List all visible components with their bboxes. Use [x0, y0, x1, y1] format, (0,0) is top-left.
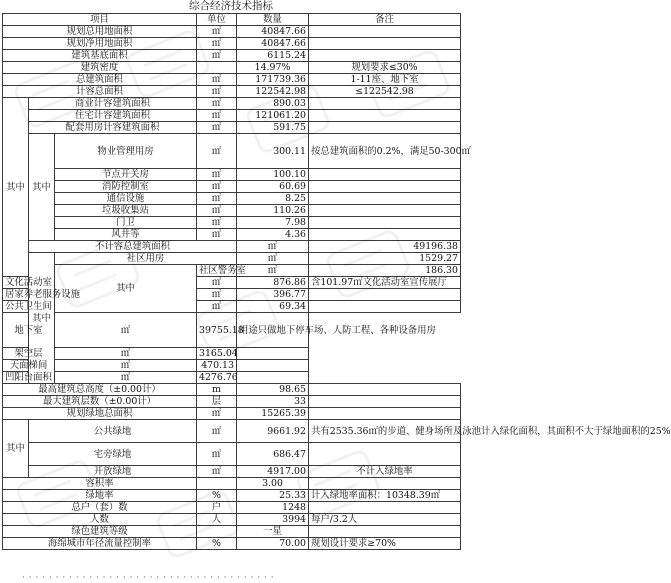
- row-note: [309, 50, 461, 62]
- table-row: [3, 62, 461, 74]
- table-row: [3, 466, 461, 478]
- row-quantity: 14.97%: [237, 62, 309, 74]
- row-label: 不计容总建筑面积: [29, 241, 237, 253]
- row-unit: ㎡: [197, 86, 237, 98]
- row-note: 不计入绿地率: [309, 466, 461, 478]
- row-label: 风井等: [55, 229, 197, 241]
- row-quantity: 110.26: [237, 205, 309, 217]
- row-note: [309, 169, 461, 181]
- row-unit: 户: [197, 502, 237, 514]
- row-label: 建筑基底面积: [3, 50, 197, 62]
- row-unit: ㎡: [197, 134, 237, 169]
- group-label: 其中: [29, 134, 55, 241]
- row-label: 规划总用地面积: [3, 26, 197, 38]
- row-quantity: 591.75: [237, 122, 309, 134]
- row-quantity: 1248: [237, 502, 309, 514]
- table-row: [3, 134, 461, 169]
- row-quantity: 4276.76: [197, 372, 237, 384]
- row-unit: ㎡: [197, 122, 237, 134]
- row-unit: ㎡: [197, 420, 237, 443]
- row-label: 消防控制室: [55, 181, 197, 193]
- row-quantity: 49196.38: [309, 241, 461, 253]
- table-row: [3, 122, 461, 134]
- row-note: 规划要求≤30%: [309, 62, 461, 74]
- row-quantity: 3165.04: [197, 348, 237, 360]
- row-quantity: 98.65: [237, 384, 309, 396]
- row-unit: m: [197, 384, 237, 396]
- table-row: [3, 241, 461, 253]
- row-note: 规划设计要求≥70%: [309, 538, 461, 550]
- table-row: [3, 478, 461, 490]
- row-note: [309, 122, 461, 134]
- row-quantity: 40847.66: [237, 26, 309, 38]
- row-quantity: 876.86: [237, 277, 309, 289]
- group-label: 其中: [3, 420, 29, 478]
- row-quantity: 69.34: [237, 301, 309, 313]
- table-row: [3, 169, 461, 181]
- row-quantity: 4.36: [237, 229, 309, 241]
- row-quantity: 9661.92: [237, 420, 309, 443]
- row-note: 1-11座、地下室: [309, 74, 461, 86]
- table-row: [3, 205, 461, 217]
- row-quantity: 1529.27: [309, 253, 461, 265]
- table-row: [3, 502, 461, 514]
- row-unit: ㎡: [197, 277, 237, 289]
- row-label: 门卫: [55, 217, 197, 229]
- row-label: 容积率: [3, 478, 197, 490]
- table-row: [3, 360, 461, 372]
- row-quantity: 3994: [237, 514, 309, 526]
- row-note: [309, 289, 461, 301]
- table-row: [3, 538, 461, 550]
- cropped-footnote: · · · · · · · · · · · · · · · · · · · · · · · · · · · · · · · · · · · · · ·: [22, 573, 275, 583]
- row-label: 地下室: [3, 313, 55, 348]
- row-label: 总户（套）数: [3, 502, 197, 514]
- row-note: [309, 408, 461, 420]
- row-note: ≤122542.98: [309, 86, 461, 98]
- row-unit: ㎡: [197, 193, 237, 205]
- row-quantity: 一星: [237, 526, 309, 538]
- table-row: [3, 110, 461, 122]
- row-label: 住宅计容建筑面积: [29, 110, 197, 122]
- table-row: [3, 98, 461, 110]
- table-row: [3, 514, 461, 526]
- row-unit: [197, 526, 237, 538]
- group-label: 其中: [3, 98, 29, 277]
- row-unit: ㎡: [197, 98, 237, 110]
- row-label: 物业管理用房: [55, 134, 197, 169]
- row-note: [309, 301, 461, 313]
- row-label: 文化活动室: [3, 277, 29, 289]
- row-quantity: 300.11: [237, 134, 309, 169]
- row-unit: ㎡: [197, 38, 237, 50]
- row-unit: ㎡: [237, 241, 309, 253]
- table-row: [3, 193, 461, 205]
- row-quantity: 33: [237, 396, 309, 408]
- table-row: [3, 74, 461, 86]
- row-unit: [197, 478, 237, 490]
- row-quantity: 25.33: [237, 490, 309, 502]
- row-unit: ㎡: [197, 289, 237, 301]
- table-row: [3, 50, 461, 62]
- table-row: [3, 420, 461, 443]
- row-label: 开放绿地: [29, 466, 197, 478]
- table-row: [3, 490, 461, 502]
- row-note: [309, 526, 461, 538]
- row-note: [309, 396, 461, 408]
- row-label: 通信设施: [55, 193, 197, 205]
- row-unit: ㎡: [197, 74, 237, 86]
- row-unit: [197, 62, 237, 74]
- row-quantity: 122542.98: [237, 86, 309, 98]
- row-label: 最高建筑总高度（±0.00计）: [3, 384, 197, 396]
- row-label: 绿色建筑等级: [3, 526, 197, 538]
- row-label: 商业计容建筑面积: [29, 98, 197, 110]
- row-unit: ㎡: [237, 265, 309, 277]
- row-note: [309, 205, 461, 217]
- row-note: [309, 98, 461, 110]
- row-note: [237, 372, 309, 384]
- row-quantity: 890.03: [237, 98, 309, 110]
- row-unit: ㎡: [55, 360, 197, 372]
- row-quantity: 121061.20: [237, 110, 309, 122]
- row-quantity: 15265.39: [237, 408, 309, 420]
- row-label: 凹阳台面积: [3, 372, 55, 384]
- row-unit: ㎡: [197, 26, 237, 38]
- row-unit: %: [197, 490, 237, 502]
- table-row: [3, 265, 461, 277]
- header-note: 备注: [309, 14, 461, 26]
- indicator-table: [2, 13, 671, 550]
- table-row: [3, 38, 461, 50]
- row-unit: ㎡: [197, 443, 237, 466]
- row-unit: ㎡: [197, 408, 237, 420]
- row-quantity: 6115.24: [237, 50, 309, 62]
- row-label: 架空层: [3, 348, 55, 360]
- table-row: [3, 86, 461, 98]
- row-label: 公共绿地: [29, 420, 197, 443]
- row-quantity: 7.98: [237, 217, 309, 229]
- group-label: 其中: [29, 253, 55, 384]
- table-row: [3, 253, 461, 265]
- row-label: 总建筑面积: [3, 74, 197, 86]
- header-row: [3, 14, 461, 26]
- row-label: 宅旁绿地: [29, 443, 197, 466]
- row-unit: ㎡: [197, 301, 237, 313]
- table-row: [3, 396, 461, 408]
- row-note: [309, 502, 461, 514]
- row-unit: ㎡: [197, 229, 237, 241]
- table-row: [3, 181, 461, 193]
- row-label: 人数: [3, 514, 197, 526]
- row-quantity: 470.13: [197, 360, 237, 372]
- table-row: [3, 372, 461, 384]
- row-note: 含101.97㎡文化活动室宣传展厅: [309, 277, 461, 289]
- row-note: [309, 38, 461, 50]
- row-label: 规划净用地面积: [3, 38, 197, 50]
- table-row: [3, 313, 461, 348]
- row-unit: ㎡: [197, 169, 237, 181]
- table-row: [3, 348, 461, 360]
- row-note: 计入绿地率面积：10348.39㎡: [309, 490, 461, 502]
- row-unit: ㎡: [55, 313, 197, 348]
- row-unit: ㎡: [237, 253, 309, 265]
- row-note: 共有2535.36㎡的步道、健身场所及泳池计入绿化面积，其面积不大于绿地面积的25%: [309, 420, 461, 443]
- table-row: [3, 526, 461, 538]
- row-note: 按总建筑面积的0.2%，满足50-300㎡: [309, 134, 461, 169]
- row-label: 海绵城市年径流量控制率: [3, 538, 197, 550]
- row-label: 配套用房计容建筑面积: [29, 122, 197, 134]
- row-quantity: 686.47: [237, 443, 309, 466]
- row-unit: 层: [197, 396, 237, 408]
- row-unit: ㎡: [197, 110, 237, 122]
- row-quantity: 186.30: [309, 265, 461, 277]
- row-unit: ㎡: [55, 348, 197, 360]
- row-unit: ㎡: [197, 50, 237, 62]
- row-note: [309, 217, 461, 229]
- header-unit: 单位: [197, 14, 237, 26]
- row-label: 居家养老服务设施: [3, 289, 29, 301]
- group-label: 其中: [55, 265, 197, 313]
- row-note: [309, 26, 461, 38]
- row-quantity: 4917.00: [237, 466, 309, 478]
- row-unit: 人: [197, 514, 237, 526]
- row-unit: ㎡: [197, 466, 237, 478]
- row-label: 建筑密度: [3, 62, 197, 74]
- row-note: 用途只做地下停车场、人防工程、各种设备用房: [237, 313, 309, 348]
- row-quantity: 39755.18: [197, 313, 237, 348]
- row-unit: ㎡: [197, 205, 237, 217]
- row-label: 社区用房: [55, 253, 237, 265]
- row-quantity: 8.25: [237, 193, 309, 205]
- row-quantity: 3.00: [237, 478, 309, 490]
- row-note: [309, 478, 461, 490]
- row-unit: %: [197, 538, 237, 550]
- header-quantity: 数量: [237, 14, 309, 26]
- row-quantity: 100.10: [237, 169, 309, 181]
- row-label: 规划绿地总面积: [3, 408, 197, 420]
- row-note: [309, 229, 461, 241]
- row-quantity: 396.77: [237, 289, 309, 301]
- row-label: 天面梯间: [3, 360, 55, 372]
- row-note: [309, 181, 461, 193]
- row-label: 节点开关房: [55, 169, 197, 181]
- row-note: [309, 384, 461, 396]
- table-row: [3, 408, 461, 420]
- row-note: [309, 110, 461, 122]
- row-note: 每户/3.2人: [309, 514, 461, 526]
- table-title: 综合经济技术指标: [189, 0, 273, 12]
- table-row: [3, 26, 461, 38]
- table-row: [3, 289, 461, 301]
- row-note: [237, 348, 309, 360]
- table-row: [3, 384, 461, 396]
- row-label: 计容总面积: [3, 86, 197, 98]
- row-label: 社区警务室: [197, 265, 237, 277]
- row-unit: ㎡: [55, 372, 197, 384]
- row-note: [309, 443, 461, 466]
- row-quantity: 70.00: [237, 538, 309, 550]
- row-label: 最大建筑层数（±0.00计）: [3, 396, 197, 408]
- table-row: [3, 443, 461, 466]
- row-quantity: 60.69: [237, 181, 309, 193]
- row-label: 公共卫生间: [3, 301, 29, 313]
- header-item: 项目: [3, 14, 197, 26]
- row-note: [237, 360, 309, 372]
- row-unit: ㎡: [197, 181, 237, 193]
- row-quantity: 40847.66: [237, 38, 309, 50]
- row-label: 绿地率: [3, 490, 197, 502]
- row-note: [309, 193, 461, 205]
- table-row: [3, 217, 461, 229]
- row-quantity: 171739.36: [237, 74, 309, 86]
- row-unit: ㎡: [197, 217, 237, 229]
- table-row: [3, 229, 461, 241]
- row-label: 垃圾收集站: [55, 205, 197, 217]
